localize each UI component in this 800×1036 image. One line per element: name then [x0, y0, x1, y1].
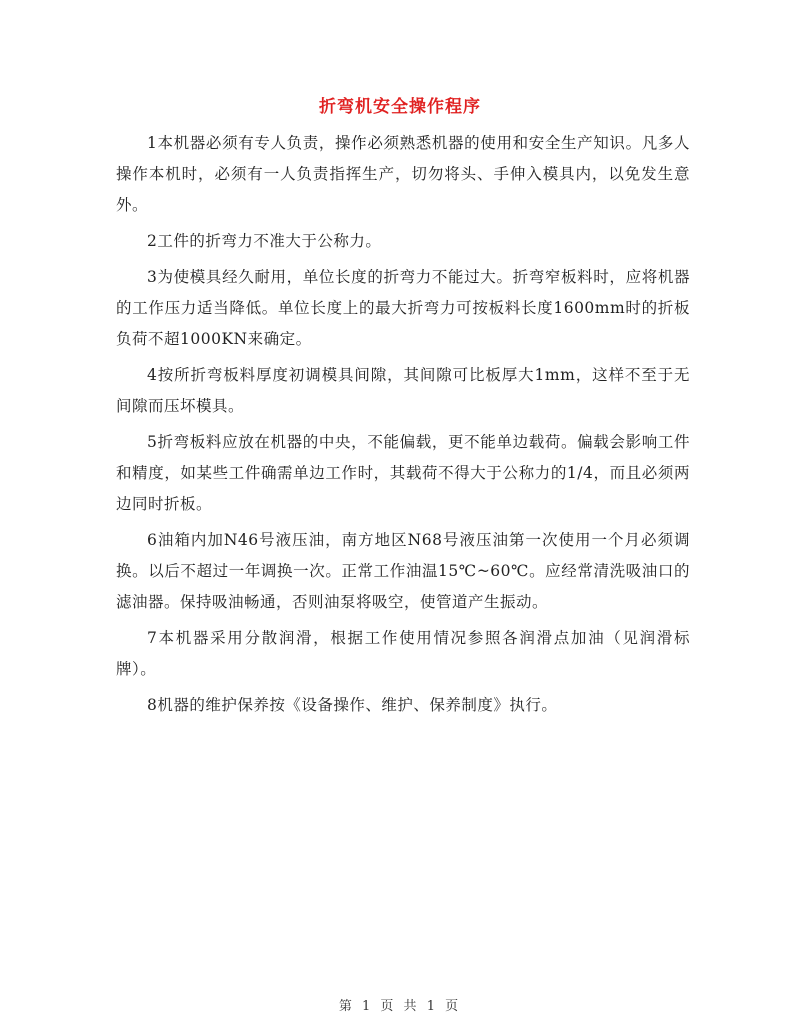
paragraph-6: 6油箱内加N46号液压油，南方地区N68号液压油第一次使用一个月必须调换。以后不超过一年调换一次。正常工作油温15℃~60℃。应经常清洗吸油口的滤油器。保持吸油畅通，否则油泵将吸空，使管道产生振动。	[116, 531, 690, 611]
page-footer: 第 1 页 共 1 页	[338, 999, 462, 1014]
paragraph-7: 7本机器采用分散润滑，根据工作使用情况参照各润滑点加油（见润滑标牌）。	[116, 629, 690, 678]
paragraph-3: 3为使模具经久耐用，单位长度的折弯力不能过大。折弯窄板料时，应将机器的工作压力适当降低。单位长度上的最大折弯力可按板料长度1600mm时的折板负荷不超1000KN来确定。	[116, 268, 690, 348]
paragraph-5: 5折弯板料应放在机器的中央，不能偏载，更不能单边载荷。偏载会影响工件和精度，如某些工件确需单边工作时，其载荷不得大于公称力的1/4，而且必须两边同时折板。	[116, 433, 690, 513]
paragraph-2: 2工件的折弯力不准大于公称力。	[147, 232, 382, 250]
document-title: 折弯机安全操作程序	[319, 97, 481, 117]
paragraph-4: 4按所折弯板料厚度初调模具间隙，其间隙可比板厚大1mm，这样不至于无间隙而压坏模具。	[116, 366, 690, 415]
paragraph-1: 1本机器必须有专人负责，操作必须熟悉机器的使用和安全生产知识。凡多人操作本机时，必须有一人负责指挥生产，切勿将头、手伸入模具内，以免发生意外。	[116, 134, 690, 214]
document-body	[116, 128, 690, 726]
paragraph-8: 8机器的维护保养按《设备操作、维护、保养制度》执行。	[147, 696, 558, 714]
